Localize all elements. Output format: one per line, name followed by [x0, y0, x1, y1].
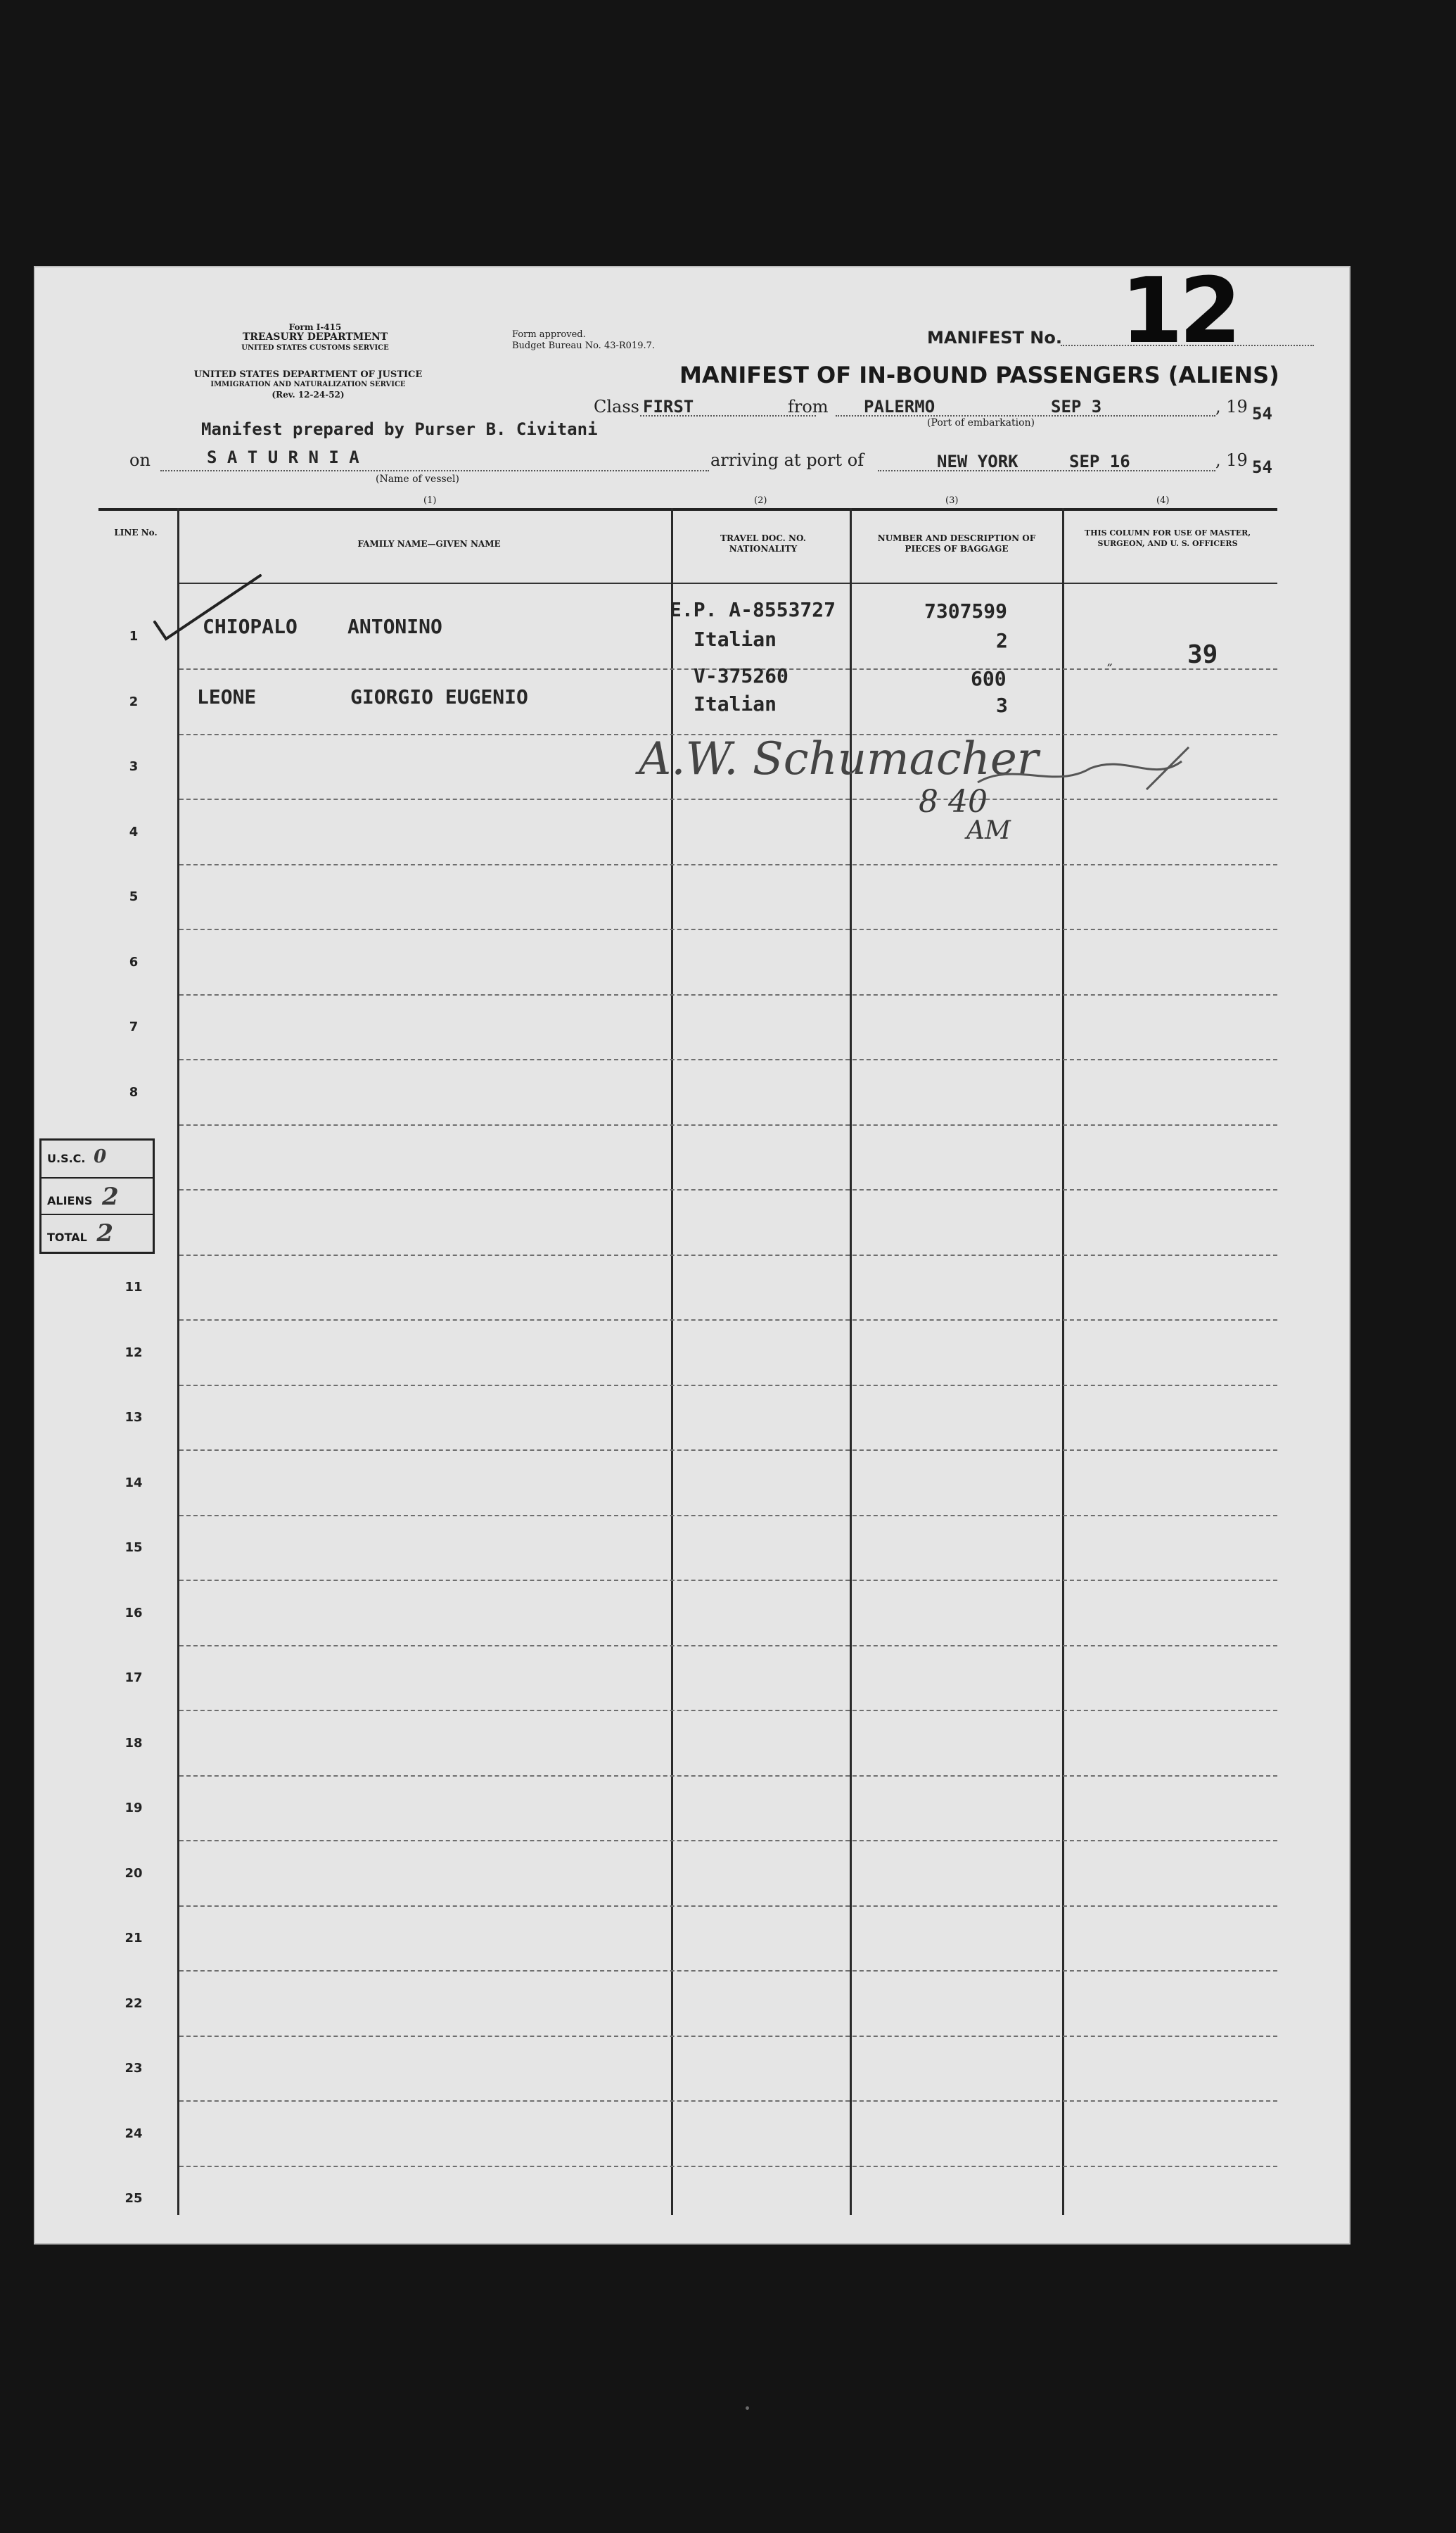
- from-port: PALERMO: [864, 397, 935, 417]
- passenger-2-baggage-no: 600: [971, 667, 1007, 690]
- line-number: 19: [124, 1801, 143, 1815]
- column-number-2: (2): [754, 495, 767, 506]
- header-travel-doc: TRAVEL DOC. NO. NATIONALITY: [720, 533, 806, 554]
- passenger-2-family: LEONE: [197, 685, 257, 709]
- row-rule: [179, 1255, 1277, 1256]
- line-number: 21: [124, 1931, 143, 1945]
- vessel-caption: (Name of vessel): [376, 474, 459, 485]
- line-number: 6: [129, 954, 139, 970]
- row-rule: [179, 864, 1277, 865]
- prepared-by: Manifest prepared by Purser B. Civitani: [201, 419, 598, 439]
- manifest-title: MANIFEST OF IN-BOUND PASSENGERS (ALIENS): [679, 362, 1279, 388]
- row-rule: [179, 1385, 1277, 1386]
- row-rule: [179, 1189, 1277, 1191]
- port-caption: (Port of embarkation): [927, 417, 1035, 428]
- immigration-service: IMMIGRATION AND NATURALIZATION SERVICE: [210, 381, 406, 388]
- table-top-rule: [98, 508, 1277, 511]
- dust-speck: [746, 2406, 749, 2410]
- arrival-year-prefix: , 19: [1215, 450, 1248, 470]
- arrival-line: [878, 470, 1215, 471]
- line-number: 3: [129, 759, 139, 774]
- line-number: 25: [124, 2191, 143, 2206]
- line-number: 5: [129, 889, 139, 904]
- budget-bureau: Budget Bureau No. 43-R019.7.: [512, 341, 656, 351]
- line-number: 23: [124, 2061, 143, 2076]
- vessel-line: [160, 470, 709, 471]
- line-number: 7: [129, 1020, 139, 1034]
- passenger-2-given: GIORGIO EUGENIO: [350, 685, 528, 709]
- tally-aliens: [47, 1183, 119, 1211]
- check-mark-icon: [141, 571, 274, 656]
- line-no-divider: [177, 508, 179, 2215]
- row-rule: [179, 1645, 1277, 1646]
- officer-mark: 39: [1187, 640, 1218, 669]
- line-number: 1: [129, 629, 139, 644]
- passenger-1-nationality: Italian: [694, 628, 777, 651]
- row-rule: [179, 2166, 1277, 2167]
- row-rule: [179, 1515, 1277, 1516]
- time-suffix: AM: [966, 816, 1011, 845]
- customs-service: UNITED STATES CUSTOMS SERVICE: [241, 344, 389, 352]
- time-stamp: 8 40: [919, 784, 988, 820]
- tally-stamp: [39, 1138, 155, 1254]
- from-label: from: [788, 397, 829, 417]
- passenger-1-given: ANTONINO: [347, 615, 442, 638]
- line-number: 12: [124, 1345, 143, 1360]
- tally-rule: [41, 1214, 153, 1215]
- form-revision: (Rev. 12-24-52): [272, 390, 345, 400]
- row-rule: [179, 1970, 1277, 1972]
- line-number: 8: [129, 1084, 139, 1100]
- tally-total: [47, 1219, 113, 1248]
- row-rule: [179, 929, 1277, 930]
- on-label: on: [129, 450, 151, 470]
- manifest-number: 12: [1120, 259, 1238, 364]
- passenger-2-doc: V-375260: [694, 664, 788, 687]
- line-number: 24: [124, 2126, 143, 2141]
- row-rule: [179, 1059, 1277, 1060]
- total-value: 2: [96, 1219, 114, 1248]
- arrival-port: NEW YORK: [937, 452, 1018, 471]
- usc-label: U.S.C.: [47, 1152, 86, 1165]
- line-number: 20: [124, 1865, 143, 1881]
- header-line-no: LINE No.: [114, 528, 158, 538]
- arriving-label: arriving at port of: [710, 450, 864, 470]
- passenger-2-nationality: Italian: [694, 692, 777, 716]
- header-name: FAMILY NAME—GIVEN NAME: [357, 539, 501, 549]
- manifest-no-label: MANIFEST No.: [927, 328, 1062, 348]
- form-number: Form I-415: [288, 322, 342, 332]
- row-rule: [179, 1124, 1277, 1126]
- row-rule: [179, 994, 1277, 996]
- arrival-date: SEP 16: [1069, 452, 1130, 471]
- line-number: 16: [124, 1605, 143, 1620]
- row-rule: [179, 1580, 1277, 1581]
- passenger-1-doc: E.P. A-8553727: [670, 598, 836, 621]
- column-number-3: (3): [945, 495, 959, 506]
- usc-value: 0: [94, 1146, 107, 1167]
- passenger-1-family: CHIOPALO: [203, 615, 298, 638]
- header-officers: THIS COLUMN FOR USE OF MASTER, SURGEON, AND U. S. OFFICERS: [1084, 528, 1251, 548]
- column-number-4: (4): [1156, 495, 1170, 506]
- line-number: 4: [129, 824, 139, 839]
- depart-year-prefix: , 19: [1215, 397, 1248, 417]
- depart-year: 54: [1252, 404, 1272, 424]
- line-number: 11: [124, 1280, 143, 1295]
- form-approved: Form approved.: [512, 329, 586, 340]
- line-number: 22: [124, 1995, 143, 2011]
- column-number-1: (1): [423, 495, 437, 506]
- passenger-1-baggage-no: 7307599: [924, 599, 1008, 623]
- line-number: 18: [124, 1735, 143, 1751]
- depart-date: SEP 3: [1051, 397, 1102, 417]
- line-number: 14: [124, 1475, 143, 1490]
- class-label: Class: [594, 397, 639, 417]
- line-number: 17: [124, 1670, 143, 1685]
- signature-flourish: [971, 740, 1203, 804]
- row-rule: [179, 1775, 1277, 1777]
- passenger-1-pieces: 2: [996, 629, 1008, 652]
- line-number: 15: [124, 1540, 143, 1555]
- vessel-name: S A T U R N I A: [207, 447, 359, 467]
- line-number: 2: [129, 694, 139, 709]
- header-baggage: NUMBER AND DESCRIPTION OF PIECES OF BAGGAGE: [877, 533, 1036, 554]
- justice-dept: UNITED STATES DEPARTMENT OF JUSTICE: [193, 369, 423, 380]
- row-rule: [179, 1319, 1277, 1321]
- row-rule: [179, 1449, 1277, 1451]
- passenger-2-pieces: 3: [996, 694, 1008, 717]
- aliens-label: ALIENS: [47, 1194, 93, 1207]
- passenger-table: [98, 508, 1277, 2215]
- row-rule: [179, 2100, 1277, 2102]
- class-value: FIRST: [643, 397, 694, 417]
- aliens-value: 2: [101, 1183, 119, 1211]
- row-rule: [179, 1710, 1277, 1711]
- total-label: TOTAL: [47, 1231, 87, 1244]
- line-number: 13: [124, 1410, 143, 1425]
- arrival-year: 54: [1252, 457, 1272, 477]
- row-rule: [179, 1840, 1277, 1841]
- treasury-dept: TREASURY DEPARTMENT: [242, 331, 388, 343]
- row-rule: [179, 1905, 1277, 1907]
- officer-signature: A.W. Schumacher: [639, 733, 1039, 785]
- tick-mark: ˝: [1106, 661, 1113, 678]
- header-rule: [179, 583, 1277, 584]
- tally-rule: [41, 1177, 153, 1179]
- tally-usc: [47, 1146, 106, 1167]
- row-rule: [179, 2036, 1277, 2037]
